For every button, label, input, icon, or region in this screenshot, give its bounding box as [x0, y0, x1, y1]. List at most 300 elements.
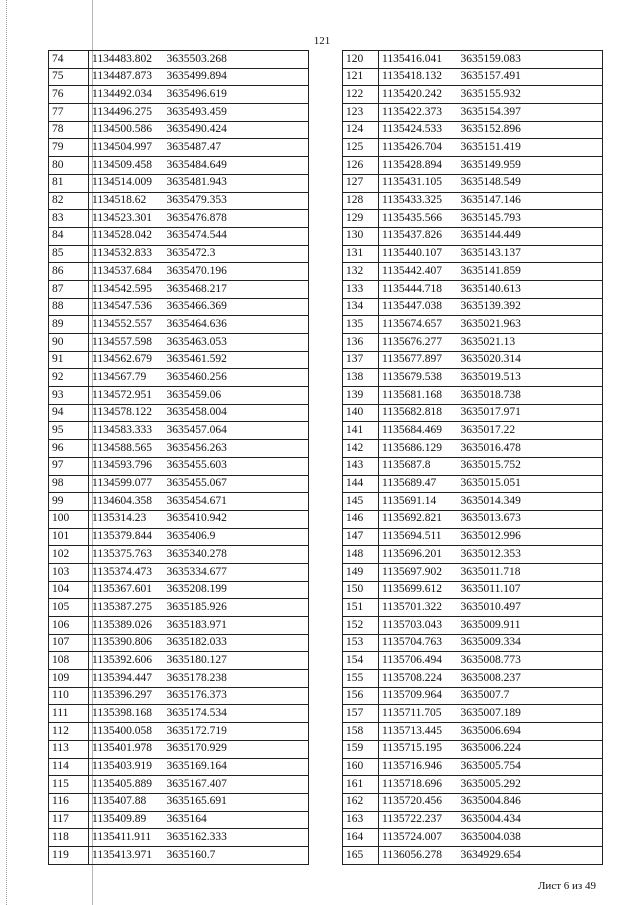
point-number: 144 [343, 475, 379, 493]
coord-y: 3635011.107 [455, 581, 603, 599]
table-row [343, 811, 603, 829]
coordinates-table-right [342, 50, 603, 865]
coord-x: 1135689.47 [379, 475, 455, 493]
point-number: 154 [343, 652, 379, 670]
point-number: 141 [343, 422, 379, 440]
coord-y: 3635479.353 [161, 192, 309, 210]
coord-y: 3635005.292 [455, 776, 603, 794]
table-row [343, 174, 603, 192]
point-number: 119 [49, 846, 89, 864]
table-row [343, 475, 603, 493]
table-row [49, 351, 309, 369]
point-number: 135 [343, 316, 379, 334]
coord-x: 1135375.763 [89, 546, 161, 564]
coord-x: 1134532.833 [89, 245, 161, 263]
point-number: 137 [343, 351, 379, 369]
table-row [49, 245, 309, 263]
coord-x: 1135400.058 [89, 723, 161, 741]
point-number: 98 [49, 475, 89, 493]
table-row [49, 687, 309, 705]
coord-y: 3635147.146 [455, 192, 603, 210]
coord-x: 1135708.224 [379, 670, 455, 688]
coord-y: 3635018.738 [455, 387, 603, 405]
point-number: 148 [343, 546, 379, 564]
coord-x: 1134504.997 [89, 139, 161, 157]
table-row [343, 440, 603, 458]
point-number: 143 [343, 457, 379, 475]
coord-y: 3635493.459 [161, 104, 309, 122]
table-row [343, 351, 603, 369]
table-row [49, 652, 309, 670]
coord-x: 1135682.818 [379, 404, 455, 422]
coord-y: 3635496.619 [161, 86, 309, 104]
point-number: 164 [343, 829, 379, 847]
coord-x: 1135401.978 [89, 740, 161, 758]
table-row [343, 528, 603, 546]
coord-y: 3635015.752 [455, 457, 603, 475]
coord-x: 1135713.445 [379, 723, 455, 741]
table-row [343, 670, 603, 688]
table-row [343, 139, 603, 157]
coord-x: 1135703.043 [379, 617, 455, 635]
coord-y: 3635463.053 [161, 334, 309, 352]
coord-x: 1135722.237 [379, 811, 455, 829]
table-row [49, 51, 309, 69]
point-number: 160 [343, 758, 379, 776]
table-row [49, 298, 309, 316]
coord-y: 3635005.754 [455, 758, 603, 776]
coord-x: 1134552.557 [89, 316, 161, 334]
scan-edge-line [6, 0, 7, 905]
point-number: 105 [49, 599, 89, 617]
coord-y: 3635139.392 [455, 298, 603, 316]
coord-x: 1135694.511 [379, 528, 455, 546]
point-number: 147 [343, 528, 379, 546]
coord-x: 1135684.469 [379, 422, 455, 440]
table-row [343, 687, 603, 705]
coord-y: 3635169.164 [161, 758, 309, 776]
coord-x: 1135676.277 [379, 334, 455, 352]
point-number: 92 [49, 369, 89, 387]
point-number: 128 [343, 192, 379, 210]
table-row [343, 510, 603, 528]
coord-y: 3635020.314 [455, 351, 603, 369]
coord-x: 1134483.802 [89, 51, 161, 69]
coord-x: 1135405.889 [89, 776, 161, 794]
point-number: 80 [49, 157, 89, 175]
table-row [343, 86, 603, 104]
coord-y: 3635144.449 [455, 227, 603, 245]
coord-x: 1135437.826 [379, 227, 455, 245]
table-row [343, 157, 603, 175]
coord-x: 1135681.168 [379, 387, 455, 405]
coord-y: 3635017.22 [455, 422, 603, 440]
coord-y: 3635454.671 [161, 493, 309, 511]
point-number: 163 [343, 811, 379, 829]
coord-x: 1134562.679 [89, 351, 161, 369]
coord-y: 3635456.263 [161, 440, 309, 458]
point-number: 93 [49, 387, 89, 405]
coord-y: 3635007.7 [455, 687, 603, 705]
coord-x: 1135416.041 [379, 51, 455, 69]
point-number: 100 [49, 510, 89, 528]
table-row [49, 334, 309, 352]
coord-x: 1134492.034 [89, 86, 161, 104]
coord-x: 1135403.919 [89, 758, 161, 776]
point-number: 111 [49, 705, 89, 723]
table-row [343, 404, 603, 422]
point-number: 156 [343, 687, 379, 705]
coord-y: 3635334.677 [161, 563, 309, 581]
coord-y: 3635170.929 [161, 740, 309, 758]
coord-y: 3635019.513 [455, 369, 603, 387]
table-row [343, 617, 603, 635]
table-row [343, 387, 603, 405]
point-number: 146 [343, 510, 379, 528]
coord-x: 1135435.566 [379, 210, 455, 228]
coord-y: 3635012.996 [455, 528, 603, 546]
point-number: 81 [49, 174, 89, 192]
point-number: 77 [49, 104, 89, 122]
coord-x: 1134487.873 [89, 68, 161, 86]
coord-x: 1136056.278 [379, 846, 455, 864]
point-number: 133 [343, 280, 379, 298]
coord-x: 1135677.897 [379, 351, 455, 369]
coord-y: 3635021.963 [455, 316, 603, 334]
coord-x: 1135413.971 [89, 846, 161, 864]
coord-x: 1134523.301 [89, 210, 161, 228]
point-number: 118 [49, 829, 89, 847]
table-row [49, 510, 309, 528]
point-number: 153 [343, 634, 379, 652]
table-row [49, 846, 309, 864]
coord-y: 3635010.497 [455, 599, 603, 617]
point-number: 90 [49, 334, 89, 352]
coord-y: 3635406.9 [161, 528, 309, 546]
table-row [343, 245, 603, 263]
coord-x: 1134547.536 [89, 298, 161, 316]
point-number: 75 [49, 68, 89, 86]
coord-x: 1134518.62 [89, 192, 161, 210]
coord-y: 3635174.534 [161, 705, 309, 723]
coord-x: 1135418.132 [379, 68, 455, 86]
table-row [49, 528, 309, 546]
table-row [49, 546, 309, 564]
coord-y: 3635460.256 [161, 369, 309, 387]
point-number: 145 [343, 493, 379, 511]
coord-y: 3635164 [161, 811, 309, 829]
table-row [49, 811, 309, 829]
coord-y: 3635474.544 [161, 227, 309, 245]
point-number: 138 [343, 369, 379, 387]
table-row [49, 210, 309, 228]
table-row [343, 599, 603, 617]
coord-y: 3635180.127 [161, 652, 309, 670]
coord-y: 3635006.694 [455, 723, 603, 741]
coord-y: 3635159.083 [455, 51, 603, 69]
coord-x: 1135420.242 [379, 86, 455, 104]
coord-x: 1135718.696 [379, 776, 455, 794]
coord-y: 3635149.959 [455, 157, 603, 175]
coord-y: 3635151.419 [455, 139, 603, 157]
point-number: 86 [49, 263, 89, 281]
table-row [49, 776, 309, 794]
table-row [343, 51, 603, 69]
point-number: 130 [343, 227, 379, 245]
coord-x: 1135444.718 [379, 280, 455, 298]
coord-y: 3635182.033 [161, 634, 309, 652]
coord-x: 1134557.598 [89, 334, 161, 352]
table-row [49, 617, 309, 635]
coord-y: 3635481.943 [161, 174, 309, 192]
table-row [49, 263, 309, 281]
table-row [343, 493, 603, 511]
coord-x: 1134528.042 [89, 227, 161, 245]
coord-y: 3635165.691 [161, 793, 309, 811]
coord-x: 1134572.951 [89, 387, 161, 405]
coord-x: 1134599.077 [89, 475, 161, 493]
table-row [343, 334, 603, 352]
coord-y: 3635008.237 [455, 670, 603, 688]
table-row [49, 68, 309, 86]
coord-y: 3635185.926 [161, 599, 309, 617]
point-number: 110 [49, 687, 89, 705]
coord-x: 1135691.14 [379, 493, 455, 511]
point-number: 125 [343, 139, 379, 157]
coord-x: 1134542.595 [89, 280, 161, 298]
point-number: 108 [49, 652, 89, 670]
table-row [343, 263, 603, 281]
coord-x: 1135706.494 [379, 652, 455, 670]
coord-x: 1135390.806 [89, 634, 161, 652]
table-row [49, 581, 309, 599]
coord-y: 3635455.067 [161, 475, 309, 493]
coord-x: 1135396.297 [89, 687, 161, 705]
coord-y: 3635009.911 [455, 617, 603, 635]
coord-y: 3635017.971 [455, 404, 603, 422]
coord-y: 3635154.397 [455, 104, 603, 122]
coord-y: 3635011.718 [455, 563, 603, 581]
table-row [49, 563, 309, 581]
point-number: 94 [49, 404, 89, 422]
coord-y: 3635140.613 [455, 280, 603, 298]
point-number: 158 [343, 723, 379, 741]
coord-y: 3635464.636 [161, 316, 309, 334]
coord-x: 1135433.325 [379, 192, 455, 210]
table-row [343, 316, 603, 334]
coord-y: 3635490.424 [161, 121, 309, 139]
coord-x: 1134514.009 [89, 174, 161, 192]
coord-x: 1134588.565 [89, 440, 161, 458]
point-number: 142 [343, 440, 379, 458]
coord-x: 1135426.704 [379, 139, 455, 157]
point-number: 112 [49, 723, 89, 741]
coord-x: 1135367.601 [89, 581, 161, 599]
coord-x: 1135674.657 [379, 316, 455, 334]
coord-x: 1135389.026 [89, 617, 161, 635]
point-number: 123 [343, 104, 379, 122]
coord-y: 3635009.334 [455, 634, 603, 652]
coord-y: 3635148.549 [455, 174, 603, 192]
table-row [343, 210, 603, 228]
coord-x: 1135314.23 [89, 510, 161, 528]
coord-x: 1135398.168 [89, 705, 161, 723]
coord-y: 3635008.773 [455, 652, 603, 670]
coord-y: 3635176.373 [161, 687, 309, 705]
point-number: 101 [49, 528, 89, 546]
coord-x: 1135374.473 [89, 563, 161, 581]
coord-y: 3635157.491 [455, 68, 603, 86]
point-number: 102 [49, 546, 89, 564]
table-row [49, 829, 309, 847]
table-row [343, 298, 603, 316]
point-number: 76 [49, 86, 89, 104]
point-number: 79 [49, 139, 89, 157]
table-row [343, 68, 603, 86]
table-row [49, 227, 309, 245]
coord-x: 1135724.007 [379, 829, 455, 847]
page-number: 121 [313, 35, 331, 47]
table-row [49, 475, 309, 493]
table-row [343, 758, 603, 776]
coord-y: 3635167.407 [161, 776, 309, 794]
point-number: 159 [343, 740, 379, 758]
coord-y: 3635468.217 [161, 280, 309, 298]
coord-x: 1135716.946 [379, 758, 455, 776]
table-row [49, 705, 309, 723]
coord-x: 1134604.358 [89, 493, 161, 511]
point-number: 150 [343, 581, 379, 599]
coord-y: 3635458.004 [161, 404, 309, 422]
table-row [49, 599, 309, 617]
table-row [343, 634, 603, 652]
coord-y: 3635340.278 [161, 546, 309, 564]
coord-y: 3635410.942 [161, 510, 309, 528]
coord-y: 3635459.06 [161, 387, 309, 405]
table-row [49, 634, 309, 652]
table-row [343, 581, 603, 599]
table-row [343, 652, 603, 670]
coord-x: 1135392.606 [89, 652, 161, 670]
point-number: 109 [49, 670, 89, 688]
table-row [343, 776, 603, 794]
point-number: 117 [49, 811, 89, 829]
table-row [49, 157, 309, 175]
coord-x: 1135431.105 [379, 174, 455, 192]
table-row [49, 793, 309, 811]
coord-y: 3635007.189 [455, 705, 603, 723]
table-row [49, 316, 309, 334]
table-row [343, 846, 603, 864]
table-row [343, 121, 603, 139]
table-row [343, 280, 603, 298]
coord-y: 3635455.603 [161, 457, 309, 475]
point-number: 155 [343, 670, 379, 688]
table-row [49, 723, 309, 741]
point-number: 129 [343, 210, 379, 228]
table-row [49, 493, 309, 511]
point-number: 103 [49, 563, 89, 581]
point-number: 161 [343, 776, 379, 794]
point-number: 152 [343, 617, 379, 635]
coord-y: 3635021.13 [455, 334, 603, 352]
table-row [49, 758, 309, 776]
table-row [343, 546, 603, 564]
table-row [49, 369, 309, 387]
point-number: 107 [49, 634, 89, 652]
coord-x: 1135704.763 [379, 634, 455, 652]
coord-x: 1134496.275 [89, 104, 161, 122]
coord-x: 1135409.89 [89, 811, 161, 829]
coord-y: 3634929.654 [455, 846, 603, 864]
coord-x: 1135696.201 [379, 546, 455, 564]
point-number: 122 [343, 86, 379, 104]
point-number: 83 [49, 210, 89, 228]
coord-y: 3635162.333 [161, 829, 309, 847]
coord-x: 1135394.447 [89, 670, 161, 688]
coord-x: 1135701.322 [379, 599, 455, 617]
coord-y: 3635006.224 [455, 740, 603, 758]
point-number: 97 [49, 457, 89, 475]
coord-y: 3635487.47 [161, 139, 309, 157]
table-row [49, 404, 309, 422]
coord-x: 1134567.79 [89, 369, 161, 387]
table-row [49, 422, 309, 440]
coord-y: 3635178.238 [161, 670, 309, 688]
coord-x: 1134537.684 [89, 263, 161, 281]
coord-x: 1134583.333 [89, 422, 161, 440]
coord-y: 3635472.3 [161, 245, 309, 263]
coord-x: 1135379.844 [89, 528, 161, 546]
coord-y: 3635143.137 [455, 245, 603, 263]
table-row [343, 740, 603, 758]
point-number: 139 [343, 387, 379, 405]
table-row [49, 387, 309, 405]
point-number: 132 [343, 263, 379, 281]
point-number: 149 [343, 563, 379, 581]
coord-y: 3635012.353 [455, 546, 603, 564]
coord-x: 1134500.586 [89, 121, 161, 139]
coord-y: 3635484.649 [161, 157, 309, 175]
coord-x: 1135687.8 [379, 457, 455, 475]
coord-x: 1134578.122 [89, 404, 161, 422]
coord-x: 1135447.038 [379, 298, 455, 316]
coord-x: 1135387.275 [89, 599, 161, 617]
coord-x: 1135422.373 [379, 104, 455, 122]
point-number: 134 [343, 298, 379, 316]
coord-y: 3635470.196 [161, 263, 309, 281]
coord-y: 3635183.971 [161, 617, 309, 635]
table-row [343, 227, 603, 245]
coord-y: 3635004.434 [455, 811, 603, 829]
coord-y: 3635499.894 [161, 68, 309, 86]
point-number: 95 [49, 422, 89, 440]
coord-x: 1135686.129 [379, 440, 455, 458]
table-row [49, 457, 309, 475]
point-number: 120 [343, 51, 379, 69]
coord-y: 3635014.349 [455, 493, 603, 511]
coord-x: 1135411.911 [89, 829, 161, 847]
point-number: 127 [343, 174, 379, 192]
coord-y: 3635155.932 [455, 86, 603, 104]
table-row [343, 422, 603, 440]
coord-x: 1135679.538 [379, 369, 455, 387]
coord-y: 3635145.793 [455, 210, 603, 228]
point-number: 84 [49, 227, 89, 245]
coord-x: 1135442.407 [379, 263, 455, 281]
point-number: 85 [49, 245, 89, 263]
table-row [343, 104, 603, 122]
